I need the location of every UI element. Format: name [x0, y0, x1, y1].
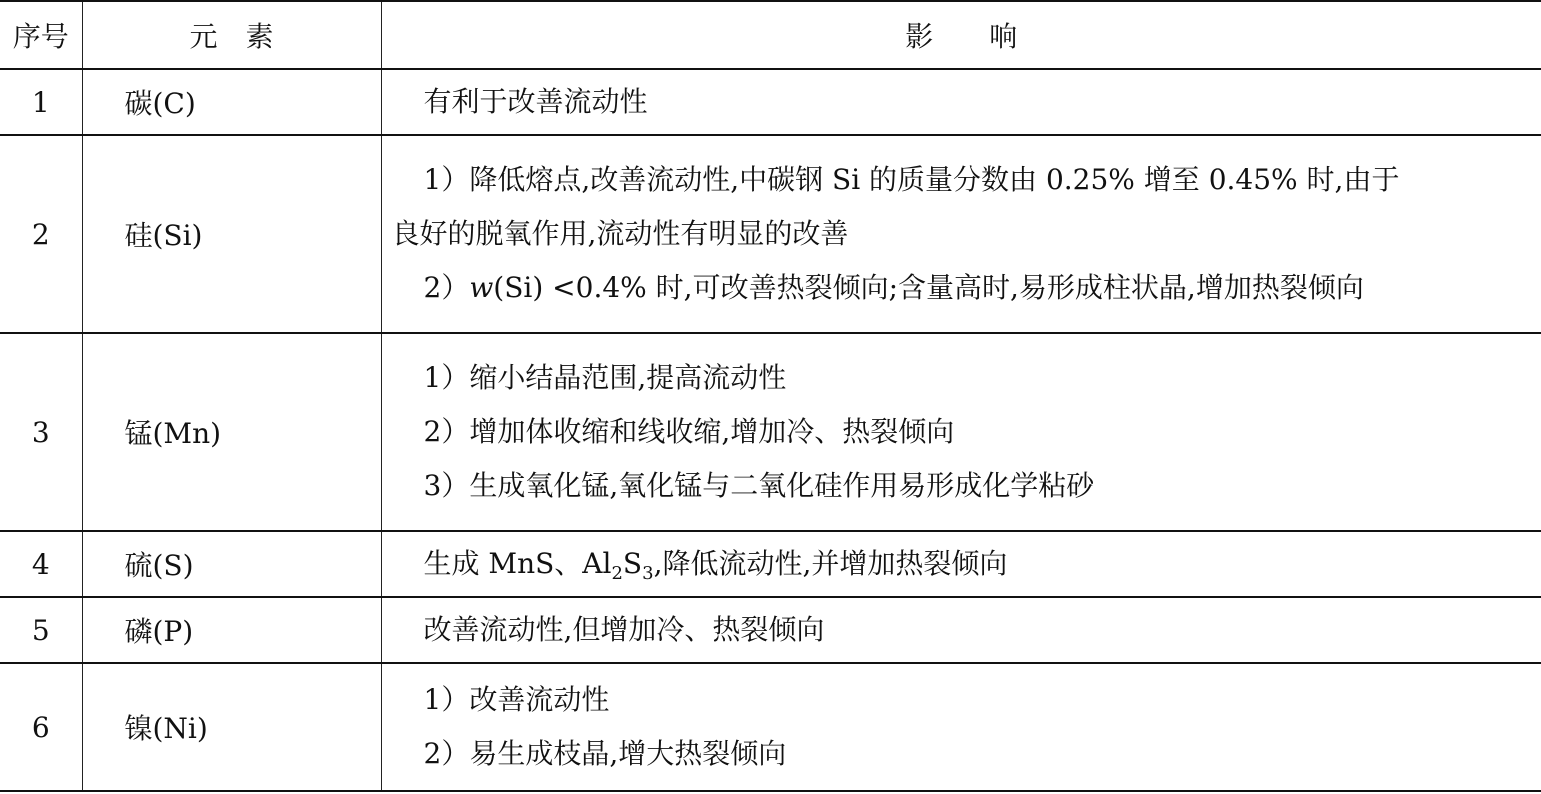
effect-line: 2）易生成枝晶,增大热裂倾向: [423, 737, 787, 770]
effect-line: 2）增加体收缩和线收缩,增加冷、热裂倾向: [423, 415, 955, 448]
subscript: 2: [611, 563, 623, 584]
effect-cell: [381, 69, 1541, 135]
element-cell: 磷(P): [82, 597, 381, 663]
element-cell: 硫(S): [82, 531, 381, 597]
row-number: 3: [31, 415, 50, 449]
header-element: 元 素: [82, 1, 381, 69]
row-number: 5: [31, 613, 50, 647]
effect-line: [392, 537, 1534, 591]
row-number: 1: [31, 85, 50, 119]
row-number: 2: [31, 217, 50, 251]
table-row: [0, 597, 1541, 663]
effect-line: 改善流动性,但增加冷、热裂倾向: [423, 613, 825, 646]
effect-line: 1）改善流动性: [423, 683, 610, 716]
table-row: [0, 663, 1541, 791]
element-cell: 镍(Ni): [82, 663, 381, 791]
effect-line: 1）缩小结晶范围,提高流动性: [423, 361, 787, 394]
table-row: [0, 531, 1541, 597]
effect-text: 生成 MnS、Al: [423, 547, 612, 580]
effect-line-text: (Si) <0.4% 时,可改善热裂倾向;含量高时,易形成柱状晶,增加热裂倾向: [493, 271, 1364, 304]
table-row: [0, 135, 1541, 333]
effect-text: ,降低流动性,并增加热裂倾向: [653, 547, 1008, 580]
effect-line: 有利于改善流动性: [423, 85, 648, 118]
element-cell: 硅(Si): [82, 135, 381, 333]
header-effect: 影 响: [381, 1, 1541, 69]
row-number: 6: [31, 710, 50, 744]
effect-text: S: [622, 547, 643, 580]
effect-line: 3）生成氧化锰,氧化锰与二氧化硅作用易形成化学粘砂: [423, 469, 1095, 502]
table-row: [0, 69, 1541, 135]
element-cell: 碳(C): [82, 69, 381, 135]
mass-fraction-symbol: w: [469, 271, 494, 304]
effect-line-prefix: 2）: [423, 271, 470, 304]
effect-line: [392, 261, 1534, 315]
element-cell: 锰(Mn): [82, 333, 381, 531]
row-number: 4: [31, 547, 50, 581]
header-row: [0, 1, 1541, 69]
effect-cell: [381, 135, 1541, 333]
effect-cell: [381, 333, 1541, 531]
table-row: [0, 333, 1541, 531]
effect-cell: [381, 663, 1541, 791]
effect-line: 良好的脱氧作用,流动性有明显的改善: [391, 217, 849, 250]
effect-cell: [381, 531, 1541, 597]
header-seq: 序号: [12, 20, 69, 53]
effect-cell: [381, 597, 1541, 663]
subscript: 3: [642, 563, 654, 584]
effect-line: 1）降低熔点,改善流动性,中碳钢 Si 的质量分数由 0.25% 增至 0.45% 时,由于: [423, 163, 1400, 196]
